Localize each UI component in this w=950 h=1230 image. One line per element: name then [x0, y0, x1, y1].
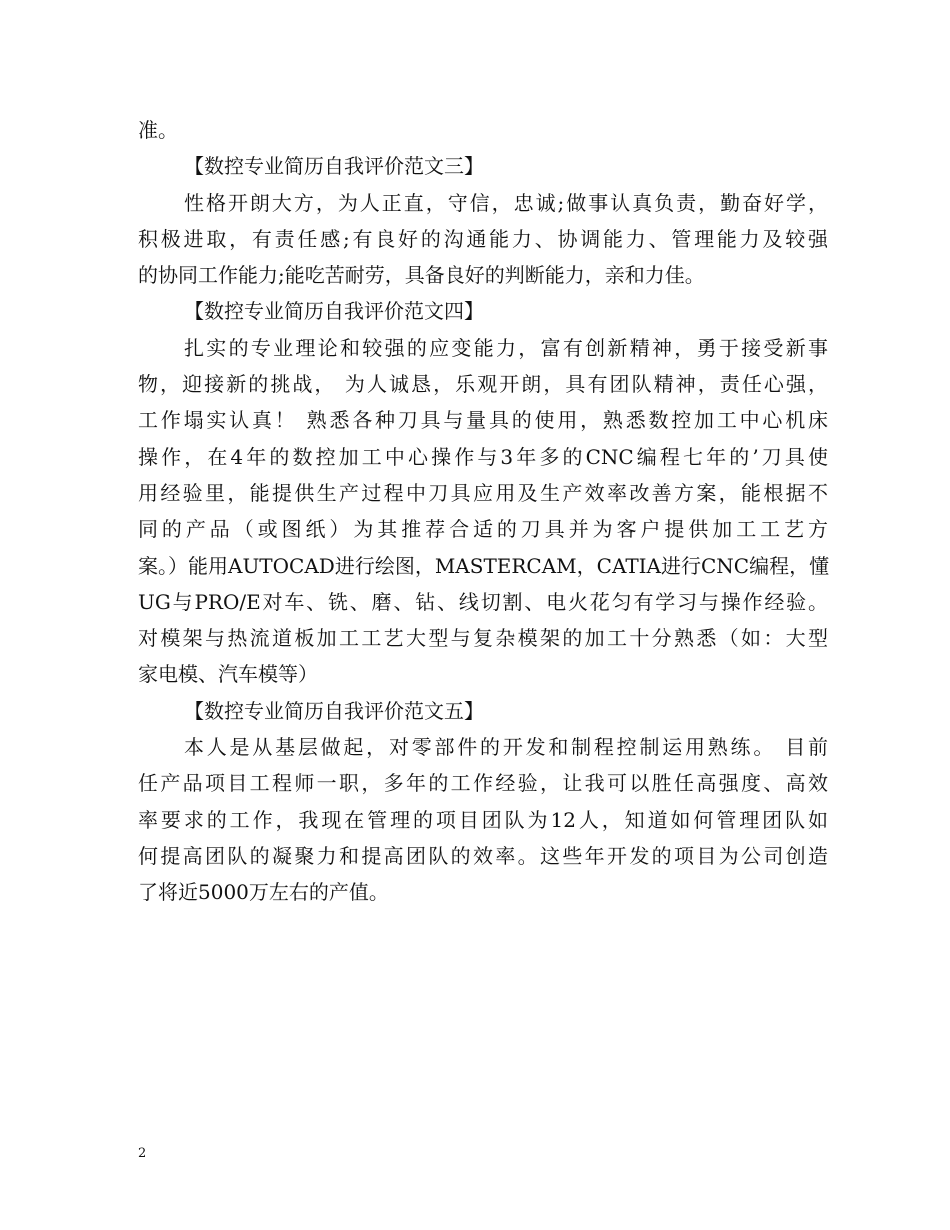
paragraph-line: 物，迎接新的挑战， 为人诚恳，乐观开朗，具有团队精神，责任心强， — [138, 372, 828, 397]
paragraph-line: 对模架与热流道板加工工艺大型与复杂模架的加工十分熟悉（如：大型 — [138, 626, 828, 651]
section-heading-5 — [138, 693, 828, 729]
paragraph-3 — [138, 185, 828, 294]
paragraph-line: UG与PRO/E对车、铣、磨、钻、线切割、电火花匀有学习与操作经验。 — [138, 589, 828, 614]
paragraph-line: 扎实的专业理论和较强的应变能力，富有创新精神，勇于接受新事 — [184, 335, 828, 360]
section-heading-text: 【数控专业简历自我评价范文五】 — [184, 698, 484, 723]
paragraph-line: 性格开朗大方，为人正直，守信，忠诚;做事认真负责，勤奋好学， — [184, 190, 828, 215]
paragraph-line: 率要求的工作，我现在管理的项目团队为12人，知道如何管理团队如 — [138, 807, 828, 832]
paragraph-line: 工作塌实认真！ 熟悉各种刀具与量具的使用，熟悉数控加工中心机床 — [138, 408, 828, 433]
page-number: 2 — [138, 1146, 147, 1161]
paragraph-line: 的协同工作能力;能吃苦耐劳，具备良好的判断能力，亲和力佳。 — [138, 263, 705, 288]
paragraph-line: 本人是从基层做起，对零部件的开发和制程控制运用熟练。 目前 — [184, 735, 828, 760]
paragraph-line: 案。）能用AUTOCAD进行绘图，MASTERCAM，CATIA进行CNC编程，懂 — [138, 553, 830, 578]
paragraph-line: 准。 — [138, 118, 178, 142]
document-page — [138, 112, 828, 911]
paragraph-line: 了将近5000万左右的产值。 — [138, 880, 389, 905]
paragraph-line: 用经验里，能提供生产过程中刀具应用及生产效率改善方案，能根据不 — [138, 480, 828, 505]
paragraph-line: 操作，在4年的数控加工中心操作与3年多的CNC编程七年的’刀具使 — [138, 444, 828, 469]
paragraph-4 — [138, 330, 828, 693]
section-heading-3 — [138, 148, 828, 184]
section-heading-text: 【数控专业简历自我评价范文四】 — [184, 299, 484, 324]
paragraph-line: 同的产品（或图纸）为其推荐合适的刀具并为客户提供加工工艺方 — [138, 517, 828, 542]
paragraph-line: 任产品项目工程师一职，多年的工作经验，让我可以胜任高强度、高效 — [138, 771, 828, 796]
paragraph-line: 积极进取，有责任感;有良好的沟通能力、协调能力、管理能力及较强 — [138, 226, 828, 251]
paragraph-line: 何提高团队的凝聚力和提高团队的效率。这些年开发的项目为公司创造 — [138, 843, 828, 868]
paragraph-5 — [138, 729, 828, 910]
paragraph-line: 家电模、汽车模等） — [138, 662, 318, 687]
paragraph-continuation — [138, 112, 828, 148]
section-heading-4 — [138, 293, 828, 329]
section-heading-text: 【数控专业简历自我评价范文三】 — [184, 154, 484, 179]
